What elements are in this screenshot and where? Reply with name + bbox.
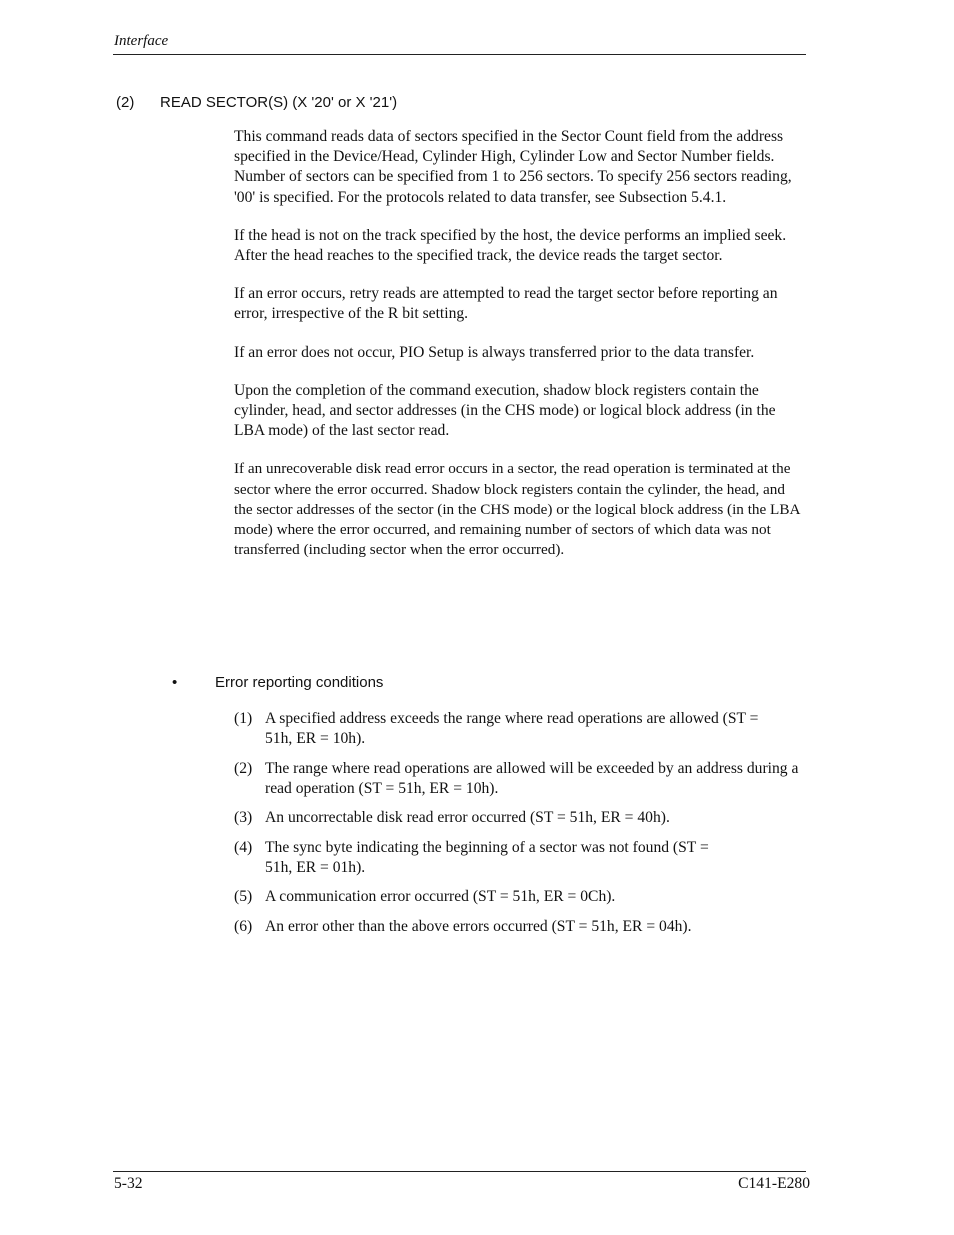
list-item [234,917,806,937]
paragraph-command-description: This command reads data of sectors specified in the Sector Count field from the address specified in the Device/Head, Cylinder High, Cylinder Low and Sector Number fields. Number of sectors can be specified from 1 to 256 sectors. To specify 256 sectors reading, '00' is specified. For the protocols related to data transfer, see Subsection 5.4.1. [234,128,792,206]
list-item-index: (5) [234,888,253,905]
paragraph-unrecoverable-error: If an unrecoverable disk read error occurs in a sector, the read operation is terminated at the sector where the error occurred. Shadow block registers contain the cylinder, the head, and the sector addresses of the sector (in the CHS mode) or the logical block address (in the LBA mode) where the error occurred, and remaining number of sectors of which data was not transferred (including sector when the error occurred). [234,460,800,559]
list-item-text: An uncorrectable disk read error occurred (ST = 51h, ER = 40h). [265,809,670,826]
list-item [234,759,806,799]
list-item-index: (2) [234,759,253,777]
list-item [234,887,806,907]
running-header-title: Interface [114,33,169,49]
list-item-text: A specified address exceeds the range where read operations are allowed (ST = 51h, ER = 10h). [265,710,759,747]
bullet-icon: • [172,674,178,691]
paragraph-retry-reads: If an error occurs, retry reads are attempted to read the target sector before reporting an error, irrespective of the R bit setting. [234,285,778,323]
bullet-label: Error reporting conditions [215,674,384,691]
description-body [234,127,806,578]
list-item-index: (1) [234,710,253,727]
list-item-index: (3) [234,809,253,826]
document-code: C141-E280 [738,1175,810,1192]
paragraph-implied-seek: If the head is not on the track specified by the host, the device performs an implied seek. After the head reaches to the specified track, the device reads the target sector. [234,226,787,265]
paragraph-pio-setup: If an error does not occur, PIO Setup is always transferred prior to the data transfer. [234,343,755,361]
list-item [234,709,806,749]
error-conditions-heading [172,674,383,691]
list-item-text: The sync byte indicating the beginning of a sector was not found (ST = 51h, ER = 01h). [265,838,709,876]
section-title: READ SECTOR(S) (X '20' or X '21') [160,94,398,111]
list-item [234,838,806,878]
paragraph-completion: Upon the completion of the command execution, shadow block registers contain the cylinder, head, and sector addresses (in the CHS mode) or logical block address (in the LBA mode) of the last sector read. [234,381,776,440]
list-item-text: The range where read operations are allowed will be exceeded by an address during a read operation (ST = 51h, ER = 10h). [265,759,799,797]
list-item [234,808,806,828]
list-item-index: (6) [234,917,253,935]
footer-rule [113,1171,806,1172]
header-rule [113,54,806,55]
list-item-text: An error other than the above errors occurred (ST = 51h, ER = 04h). [265,917,692,935]
section-heading [116,94,397,111]
list-item-index: (4) [234,838,253,856]
list-item-text: A communication error occurred (ST = 51h, ER = 0Ch). [265,888,616,905]
error-conditions-list [234,709,806,946]
page-number: 5-32 [114,1175,143,1192]
section-number: (2) [116,94,135,111]
